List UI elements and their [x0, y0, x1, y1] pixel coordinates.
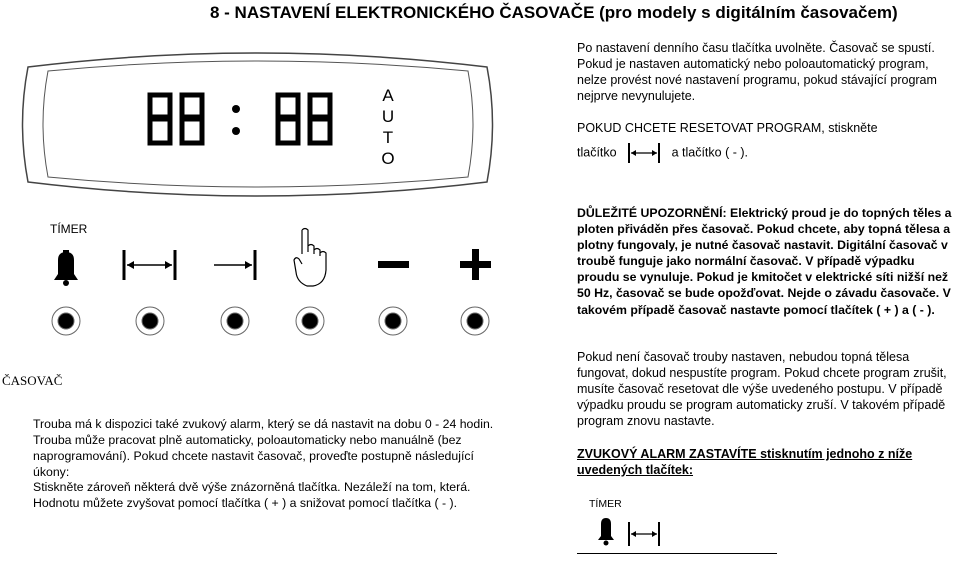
right-paragraph-1: Po nastavení denního času tlačítka uvolněte. Časovač se spustí. Pokud je nastaven automatický nebo poloautomatický program, nelze provést nové nastavení programu, pokud stávající program nejprve nevynulujete. — [577, 41, 937, 103]
seven-segment-digits — [150, 95, 330, 143]
divider-line — [577, 553, 777, 554]
plus-icon — [460, 249, 491, 280]
manual-hand-icon — [294, 229, 326, 287]
timer-display-panel — [20, 47, 495, 202]
timer-label-small: TÍMER — [589, 498, 622, 510]
colon-dot-top — [232, 105, 240, 113]
right-paragraph-4: Pokud není časovač trouby nastaven, nebudou topná tělesa fungovat, dokud nespustíte program. Pokud chcete program zrušit, musíte časovač resetovat dle výše uvedeného postupu. V případě výpadku proudu se program automaticky zruší. V takovém případě program znovu nastavte. — [577, 350, 947, 428]
reset-instruction: POKUD CHCETE RESETOVAT PROGRAM, stiskněte tlačítko a tlačítko ( - ). — [577, 120, 947, 164]
interval-arrow-icon — [629, 522, 659, 546]
bell-icon — [598, 518, 614, 546]
end-arrow-icon — [214, 250, 255, 280]
interval-arrow-icon — [124, 250, 175, 280]
alarm-heading: ZVUKOVÝ ALARM ZASTAVÍTE stisknutím jednoho z níže uvedených tlačítek: — [577, 447, 913, 477]
timer-label: TÍMER — [50, 222, 88, 236]
alarm-stop-buttons — [589, 510, 689, 550]
timer-control-buttons — [45, 226, 525, 356]
important-warning: DŮLEŽITÉ UPOZORNĚNÍ: Elektrický proud je do topných těles a ploten přiváděn přes časovač. Pokud chcete, aby topná tělesa a plotny fungovaly, je nutné časovač nastavit. Digitální časovač v troubě funguje jako normální časovač. V případě výpadku proudu se vynuluje. Pokud je kmitočet v elektrické síti nižší než 50 Hz, časovač se bude opožďovat. Nejde o závadu časovače. V takovém případě časovač nastavte pomocí tlačítek ( + ) a ( - ). — [577, 206, 952, 317]
left-paragraph-1: Trouba má k dispozici také zvukový alarm, který se dá nastavit na dobu 0 - 24 hodin. Trouba může pracovat plně automaticky, poloautomaticky nebo manuálně (bez naprogramování). Pokud chcete nastavit časovač, proveďte postupně následující úkony: — [33, 417, 494, 479]
bell-icon — [54, 250, 78, 286]
timer-side-label: ČASOVAČ — [2, 373, 63, 388]
interval-arrow-icon — [626, 142, 662, 164]
auto-mode-label: A U T O — [381, 86, 395, 168]
minus-icon — [378, 261, 409, 268]
section-heading: 8 - NASTAVENÍ ELEKTRONICKÉHO ČASOVAČE (pro modely s digitálním časovačem) — [210, 3, 898, 22]
left-paragraph-2: Stiskněte zároveň některá dvě výše znázorněná tlačítka. Nezáleží na tom, která. Hodnotu můžete zvyšovat pomocí tlačítka ( + ) a snižovat pomocí tlačítka ( - ). — [33, 480, 471, 510]
button-circles — [52, 307, 489, 335]
colon-dot-bottom — [232, 127, 240, 135]
